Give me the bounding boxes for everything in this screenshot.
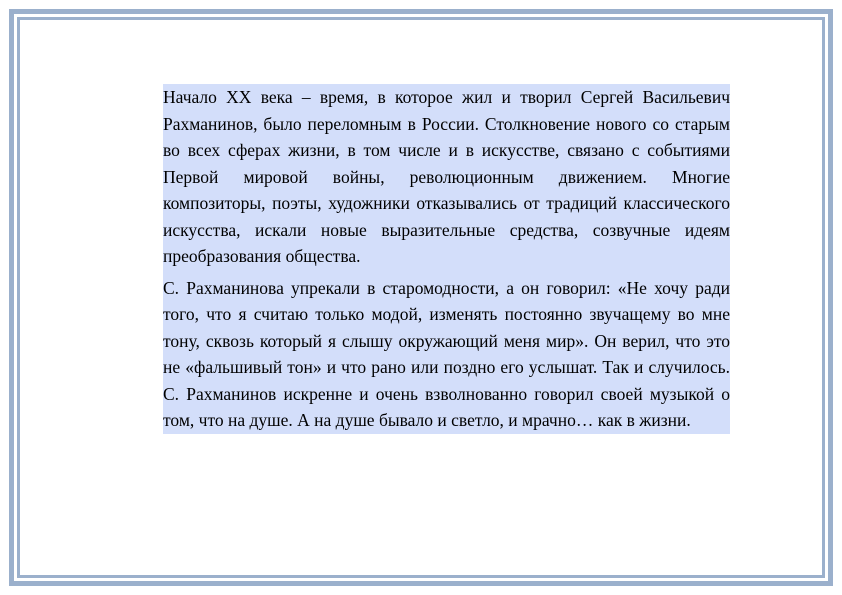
body-text-box — [163, 84, 730, 434]
paragraph-quote: С. Рахманинова упрекали в старомодности, а он говорил: «Не хочу ради того, что я считаю только модой, изменять постоянно звучащему во мне тону, сквозь который я слышу окружающий меня мир». Он верил, что это не «фальшивый тон» и что рано или поздно его услышат. Так и случилось. С. Рахманинов искренне и очень взволнованно говорил своей музыкой о том, что на душе. А на душе бывало и светло, и мрачно… как в жизни. — [163, 277, 730, 430]
paragraph-intro: Начало XX века – время, в которое жил и творил Сергей Васильевич Рахманинов, было переломным в России. Столкновение нового со старым во всех сферах жизни, в том числе и в искусстве, связано с событиями Первой мировой войны, революционным движением. Многие композиторы, поэты, художники отказывались от традиций классического искусства, искали новые выразительные средства, созвучные идеям преобразования общества. — [163, 87, 730, 266]
